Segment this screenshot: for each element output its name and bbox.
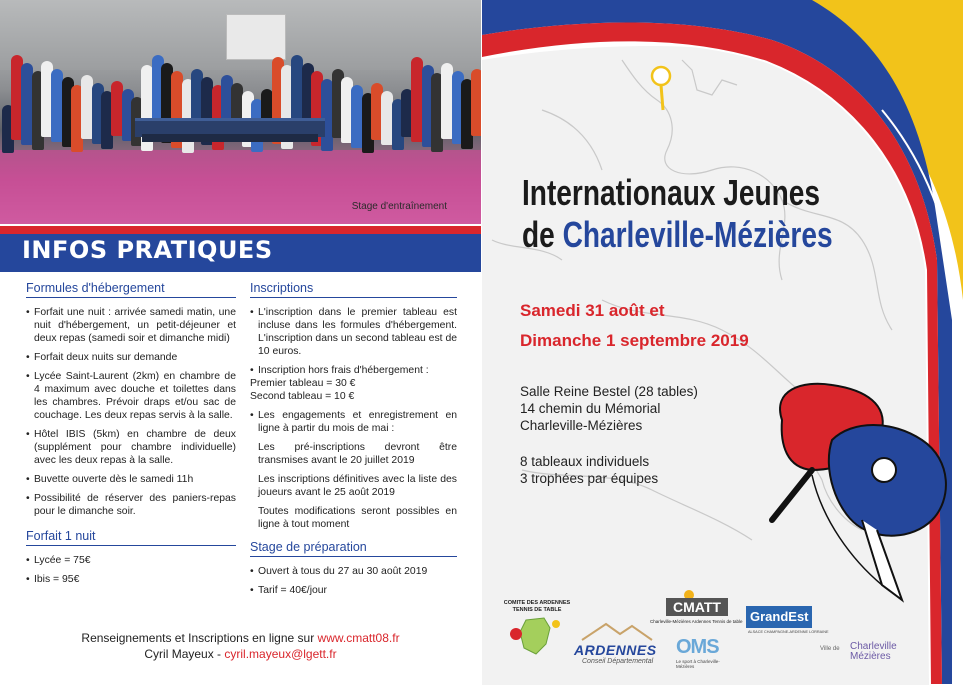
list-item: • Lycée Saint-Laurent (2km) en chambre de 4 maximum avec douche et toilettes dans les chambres. Prévoir draps et/ou sac de couchage. Les deux repas servis à la salle. [26, 370, 236, 422]
website-link[interactable]: www.cmatt08.fr [317, 631, 400, 645]
oms-logo-sub: Le sport à Charleville-Mézières [676, 659, 720, 669]
ardennes-logo-sub: Conseil Départemental [582, 658, 654, 665]
infos-banner [0, 226, 481, 272]
title-prefix: de [522, 214, 563, 255]
date-line-1: Samedi 31 août et [520, 301, 665, 320]
email-link[interactable]: cyril.mayeux@lgett.fr [224, 647, 337, 661]
contact-name: Cyril Mayeux - [144, 647, 225, 661]
contact-text: Renseignements et Inscriptions en ligne sur [81, 631, 318, 645]
ville-prefix: Ville de [820, 646, 840, 652]
grandest-logo-text: GrandEst [746, 606, 812, 628]
sub-item: Les pré-inscriptions devront être transmises avant le 20 juillet 2019 [258, 442, 457, 466]
date-line-2: Dimanche 1 septembre 2019 [520, 331, 749, 350]
cmatt-logo [646, 590, 743, 630]
contact-line-2 [0, 646, 481, 662]
left-panel [0, 0, 481, 685]
venue-info [520, 383, 698, 434]
right-panel [482, 0, 963, 685]
event-dates [520, 296, 749, 356]
heading-hebergement: Formules d'hébergement [26, 282, 236, 298]
list-item: • Ibis = 95€ [26, 573, 236, 586]
tarif-second: Second tableau = 10 € [250, 391, 355, 402]
list-item-text: Inscription hors frais d'hébergement : [258, 365, 429, 376]
banner-red-stripe [0, 226, 481, 234]
list-inscriptions [250, 306, 457, 531]
tableaux-line-2: 3 trophées par équipes [520, 471, 659, 486]
heading-stage: Stage de préparation [250, 541, 457, 557]
venue-line-2: 14 chemin du Mémorial [520, 401, 661, 416]
list-item: • Forfait deux nuits sur demande [26, 351, 236, 364]
ville-charleville-logo [820, 640, 910, 670]
cdtt-logo-line-2: TENNIS DE TABLE [512, 607, 562, 613]
cdtt-logo [498, 600, 576, 662]
ardennes-logo [570, 618, 658, 666]
cdtt-emblem-icon [506, 614, 566, 658]
photo-table-legs [142, 134, 318, 142]
person-silhouette [471, 69, 481, 136]
ardennes-logo-text: ARDENNES [574, 642, 657, 658]
group-photo [0, 0, 481, 224]
tableaux-info [520, 453, 658, 487]
tarif-premier: Premier tableau = 30 € [250, 378, 356, 389]
ville-name [850, 642, 897, 662]
list-item [250, 364, 457, 403]
list-item: • Les engagements et enregistrement en ligne à partir du mois de mai : [250, 409, 457, 435]
list-item: • Tarif = 40€/jour [250, 584, 457, 597]
contact-line-1 [0, 630, 481, 646]
banner-title: INFOS PRATIQUES [22, 236, 273, 264]
title-city: Charleville-Mézières [562, 214, 833, 255]
sub-item: Les inscriptions définitives avec la liste des joueurs avant le 25 août 2019 [258, 474, 457, 498]
photo-caption: Stage d'entraînement [351, 201, 447, 212]
list-stage [250, 565, 457, 597]
venue-line-3: Charleville-Mézières [520, 418, 643, 433]
ville-name-line-2: Mézières [850, 651, 891, 662]
heading-inscriptions: Inscriptions [250, 282, 457, 298]
photo-floor [0, 150, 481, 224]
event-title-line-1: Internationaux Jeunes [522, 172, 821, 213]
event-title-line-2 [522, 214, 833, 256]
ville-name-line-1: Charleville [850, 641, 897, 652]
list-item: • Ouvert à tous du 27 au 30 août 2019 [250, 565, 457, 578]
list-forfait [26, 554, 236, 586]
column-inscriptions [250, 282, 457, 603]
list-hebergement [26, 306, 236, 518]
cmatt-logo-sub: Charleville-Mézières Ardennes Tennis de table [650, 619, 743, 624]
venue-line-1: Salle Reine Bestel (28 tables) [520, 384, 698, 399]
list-item: • Possibilité de réserver des paniers-repas pour le dimanche soir. [26, 492, 236, 518]
oms-logo-text: OMS [676, 636, 719, 658]
grandest-logo [746, 606, 828, 638]
heading-forfait: Forfait 1 nuit [26, 530, 236, 546]
list-item: • Buvette ouverte dès le samedi 11h [26, 473, 236, 486]
grandest-logo-sub: ALSACE CHAMPAGNE-ARDENNE LORRAINE [748, 630, 829, 634]
oms-logo [676, 636, 736, 669]
cdtt-logo-line-1: COMITE DES ARDENNES [503, 600, 571, 606]
list-item: • L'inscription dans le premier tableau est incluse dans les formules d'hébergement. L'inscription dans un second tableau est de 10 euros. [250, 306, 457, 358]
sub-item: Toutes modifications seront possibles en ligne à tout moment [258, 506, 457, 530]
list-item: • Lycée = 75€ [26, 554, 236, 567]
ardennes-mountain-icon [576, 618, 656, 642]
tableaux-line-1: 8 tableaux individuels [520, 454, 650, 469]
list-item: • Hôtel IBIS (5km) en chambre de deux (supplément pour chambre individuelle) avec les deux repas à la salle. [26, 428, 236, 467]
list-item: • Forfait une nuit : arrivée samedi matin, une nuit d'hébergement, un petit-déjeuner et deux repas (samedi soir et dimanche midi) [26, 306, 236, 345]
column-hebergement [26, 282, 236, 592]
contact-block [0, 630, 481, 662]
cmatt-logo-text: CMATT [666, 598, 728, 616]
